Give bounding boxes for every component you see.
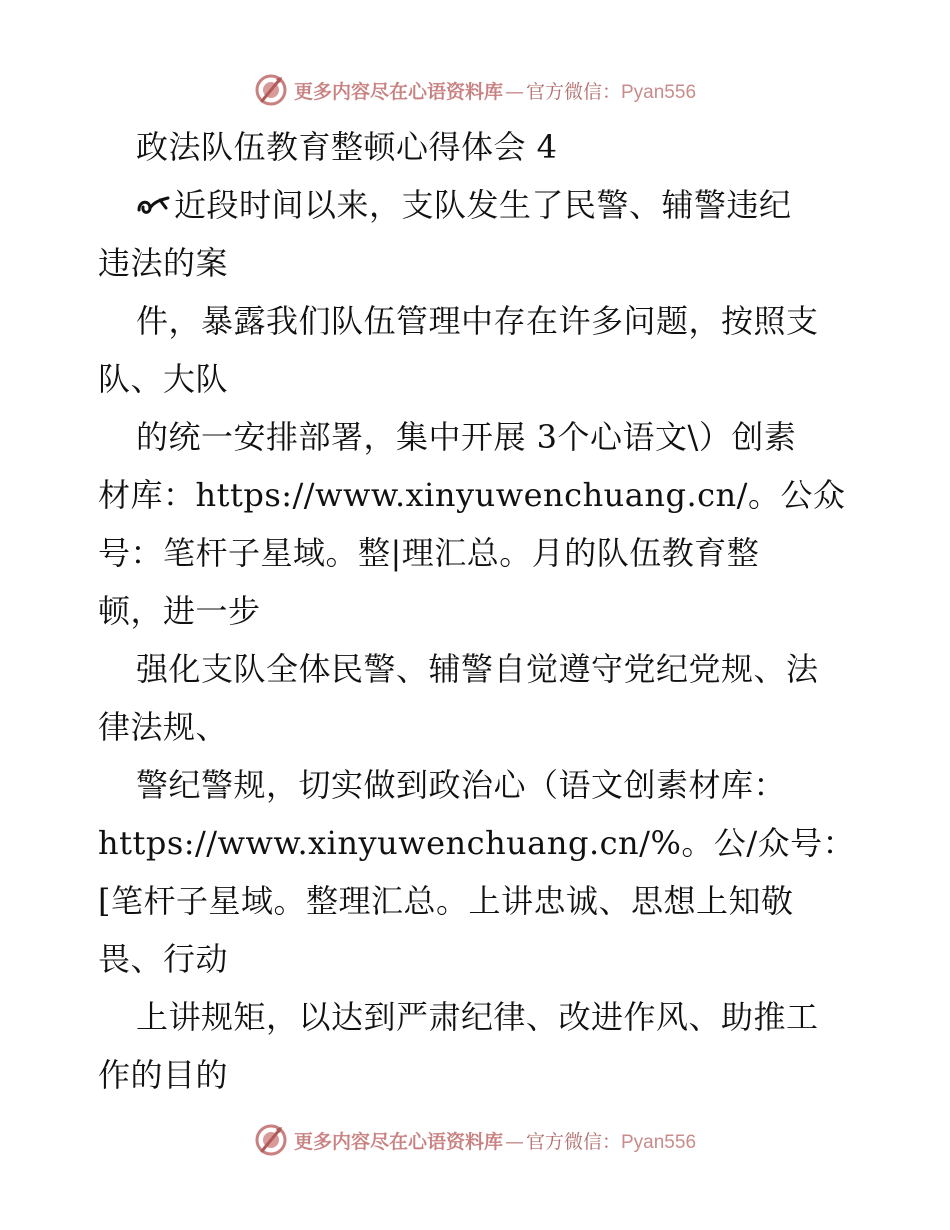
text-line: 畏、行动 bbox=[98, 940, 229, 978]
banner-text bbox=[294, 1127, 696, 1154]
banner-label: 官方微信： bbox=[525, 80, 621, 103]
text-line: 队、大队 bbox=[98, 360, 229, 398]
banner-text bbox=[294, 77, 696, 104]
text-line: 上讲规矩，以达到严肃纪律、改进作风、助推工 bbox=[136, 998, 819, 1036]
header-banner bbox=[0, 70, 950, 110]
quill-logo-icon bbox=[254, 73, 288, 107]
flourish-bullet-icon bbox=[136, 192, 172, 218]
document-title: 政法队伍教育整顿心得体会 4 bbox=[136, 128, 558, 166]
text-line: 件，暴露我们队伍管理中存在许多问题，按照支 bbox=[136, 302, 819, 340]
document-body bbox=[98, 118, 858, 1104]
text-line-content: 近段时间以来，支队发生了民警、辅警违纪 bbox=[174, 186, 792, 224]
text-line: 违法的案 bbox=[98, 244, 229, 282]
text-line: 律法规、 bbox=[98, 708, 229, 746]
text-line: 强化支队全体民警、辅警自觉遵守党纪党规、法 bbox=[136, 650, 819, 688]
banner-account: Pyan556 bbox=[621, 1131, 697, 1153]
quill-logo-icon bbox=[254, 1123, 288, 1157]
text-line: 顿，进一步 bbox=[98, 592, 261, 630]
footer-banner bbox=[0, 1120, 950, 1160]
banner-label: 官方微信： bbox=[525, 1130, 621, 1153]
banner-separator: — bbox=[504, 80, 524, 103]
text-line: 警纪警规，切实做到政治心（语文创素材库： bbox=[136, 766, 787, 804]
text-line: 作的目的 bbox=[98, 1056, 229, 1094]
banner-separator: — bbox=[504, 1130, 524, 1153]
banner-account: Pyan556 bbox=[621, 81, 697, 103]
text-line: 号：笔杆子星域。整|理汇总。月的队伍教育整 bbox=[98, 534, 760, 572]
banner-main-text: 更多内容尽在心语资料库 bbox=[293, 1130, 503, 1153]
banner-main-text: 更多内容尽在心语资料库 bbox=[293, 80, 503, 103]
text-line: [笔杆子星域。整理汇总。上讲忠诚、思想上知敬 bbox=[98, 882, 794, 920]
text-line bbox=[98, 176, 858, 234]
text-line: 的统一安排部署，集中开展 3个心语文\）创素 bbox=[136, 418, 797, 456]
text-line: 材库：https://www.xinyuwenchuang.cn/。公众 bbox=[98, 476, 846, 514]
text-line: https://www.xinyuwenchuang.cn/%。公/众号： bbox=[98, 824, 856, 862]
